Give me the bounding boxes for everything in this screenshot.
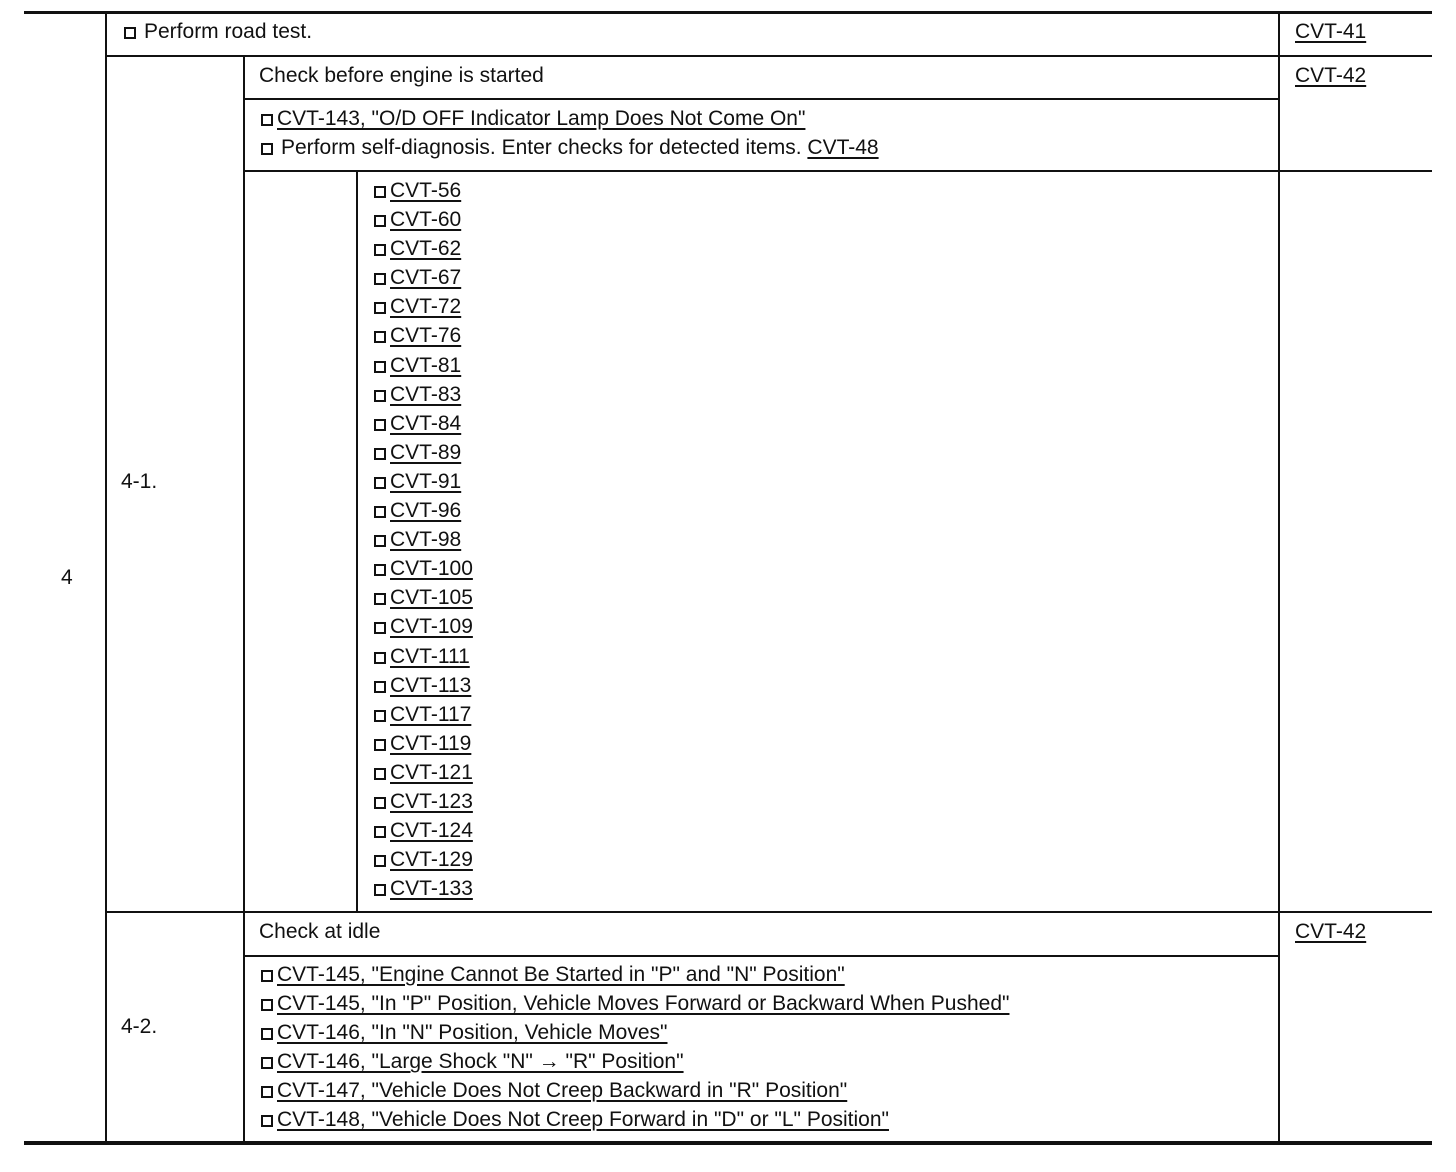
detected-item-link[interactable]: CVT-89 [390,440,462,464]
checkbox-icon[interactable] [374,681,386,693]
step-number: 4 [61,566,73,589]
row-divider [243,170,1432,172]
checkbox-icon[interactable] [261,1115,273,1127]
substep-heading: Check before engine is started [259,64,544,87]
checkbox-icon[interactable] [374,564,386,576]
column-divider [356,171,358,912]
checkbox-icon[interactable] [374,593,386,605]
checkbox-icon[interactable] [261,1028,273,1040]
list-item [261,1105,1009,1134]
list-item [374,467,473,496]
checkbox-icon[interactable] [374,826,386,838]
list-item [374,787,473,816]
list-item [374,700,473,729]
row-divider [243,955,1280,957]
check-link[interactable]: CVT-48 [807,136,879,159]
list-item [374,380,473,409]
checkbox-icon[interactable] [374,419,386,431]
list-item [374,671,473,700]
substep-ref [1295,61,1366,90]
row-divider [106,911,1432,913]
column-divider [243,56,245,1143]
checkbox-icon[interactable] [374,273,386,285]
detected-item-link[interactable]: CVT-111 [390,644,470,668]
detected-item-link[interactable]: CVT-117 [390,702,472,726]
list-item [374,525,473,554]
checkbox-icon[interactable] [374,186,386,198]
detected-item-link[interactable]: CVT-124 [390,819,473,843]
check-link[interactable]: CVT-148, "Vehicle Does Not Creep Forward in "D" or "L" Position" [277,1108,889,1132]
list-item [374,874,473,903]
table-bottom-border [24,1141,1432,1145]
checkbox-icon[interactable] [374,622,386,634]
check-link[interactable]: CVT-146, "Large Shock "N" → "R" Position" [277,1050,684,1074]
checkbox-icon[interactable] [374,331,386,343]
road-test-ref-link[interactable]: CVT-41 [1295,20,1367,43]
check-item [261,104,805,133]
column-divider [105,11,107,1143]
detected-item-link[interactable]: CVT-105 [390,586,473,610]
checkbox-icon[interactable] [261,999,273,1011]
checkbox-icon[interactable] [374,390,386,402]
list-item [374,845,473,874]
check-link[interactable]: CVT-145, "In "P" Position, Vehicle Moves Forward or Backward When Pushed" [277,992,1010,1016]
check-text: Perform self-diagnosis. Enter checks for detected items. [281,136,802,159]
list-item [374,351,473,380]
check-link[interactable]: CVT-145, "Engine Cannot Be Started in "P" and "N" Position" [277,963,845,986]
list-item [374,612,473,641]
checkbox-icon[interactable] [374,884,386,896]
checkbox-icon[interactable] [374,855,386,867]
checkbox-icon[interactable] [374,739,386,751]
table-top-border [24,11,1432,14]
row-divider [106,55,1432,57]
substep-id: 4-1. [121,470,158,493]
checkbox-icon[interactable] [374,535,386,547]
list-item [374,292,473,321]
list-item [374,321,473,350]
list-item [261,1018,1009,1047]
checkbox-icon[interactable] [374,710,386,722]
checkbox-icon[interactable] [374,797,386,809]
list-item [374,729,473,758]
checkbox-icon[interactable] [124,27,136,39]
list-item [374,234,473,263]
detected-item-link[interactable]: CVT-123 [390,789,473,813]
list-item [374,205,473,234]
detected-item-link[interactable]: CVT-56 [390,179,462,202]
detected-item-link[interactable]: CVT-121 [390,760,473,784]
checkbox-icon[interactable] [374,652,386,664]
checkbox-icon[interactable] [374,506,386,518]
check-link[interactable]: CVT-146, "In "N" Position, Vehicle Moves" [277,1021,668,1045]
checkbox-icon[interactable] [374,477,386,489]
detected-items-list [374,176,473,903]
substep-ref-link[interactable]: CVT-42 [1295,920,1367,943]
checkbox-icon[interactable] [374,768,386,780]
row-divider [243,98,1280,100]
list-item [374,496,473,525]
idle-checks-list [261,960,1009,1135]
detected-item-link[interactable]: CVT-119 [390,731,472,755]
check-link[interactable]: CVT-147, "Vehicle Does Not Creep Backward in "R" Position" [277,1079,848,1103]
detected-item-link[interactable]: CVT-84 [390,411,462,435]
checkbox-icon[interactable] [374,448,386,460]
check-link[interactable]: CVT-143, "O/D OFF Indicator Lamp Does Not Come On" [277,107,806,130]
road-test-ref [1295,17,1366,46]
list-item [261,1076,1009,1105]
checkbox-icon[interactable] [261,114,273,126]
checkbox-icon[interactable] [374,361,386,373]
checkbox-icon[interactable] [374,215,386,227]
list-item [374,758,473,787]
detected-item-link[interactable]: CVT-67 [390,266,462,290]
list-item [261,960,1009,989]
detected-item-link[interactable]: CVT-129 [390,848,473,872]
detected-item-link[interactable]: CVT-113 [390,673,472,697]
list-item [374,263,473,292]
list-item [374,438,473,467]
detected-item-link[interactable]: CVT-72 [390,295,462,319]
check-item [261,133,879,162]
detected-item-link[interactable]: CVT-83 [390,382,462,406]
column-divider [1278,11,1280,1143]
detected-item-link[interactable]: CVT-109 [390,615,473,639]
list-item [261,1047,1009,1076]
checkbox-icon[interactable] [261,1086,273,1098]
checkbox-icon[interactable] [374,302,386,314]
list-item [261,989,1009,1018]
checkbox-icon[interactable] [261,143,273,155]
detected-item-link[interactable]: CVT-98 [390,528,462,552]
detected-item-link[interactable]: CVT-60 [390,208,462,232]
list-item [374,409,473,438]
detected-item-link[interactable]: CVT-91 [390,469,462,493]
list-item [374,816,473,845]
detected-item-link[interactable]: CVT-100 [390,557,473,581]
substep-ref-link[interactable]: CVT-42 [1295,64,1367,87]
substep-ref [1295,917,1366,946]
detected-item-link[interactable]: CVT-96 [390,499,462,523]
detected-item-link[interactable]: CVT-76 [390,324,462,348]
substep-id: 4-2. [121,1015,158,1038]
list-item [374,554,473,583]
detected-item-link[interactable]: CVT-81 [390,353,462,377]
checkbox-icon[interactable] [374,244,386,256]
checkbox-icon[interactable] [261,970,273,982]
road-test-text: Perform road test. [144,20,313,43]
checkbox-icon[interactable] [261,1057,273,1069]
detected-item-link[interactable]: CVT-133 [390,877,473,901]
detected-item-link[interactable]: CVT-62 [390,237,462,261]
substep-heading: Check at idle [259,920,381,943]
list-item [374,583,473,612]
list-item [374,176,473,205]
road-test-item [124,17,312,46]
list-item [374,642,473,671]
